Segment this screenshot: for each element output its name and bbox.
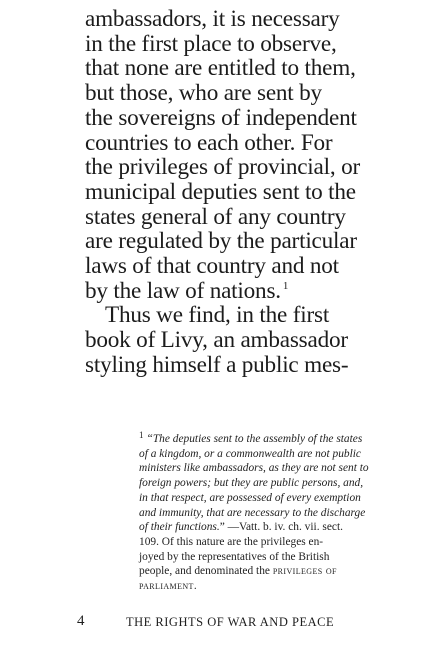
footnote-line: and immunity, that are necessary to the discharge xyxy=(139,506,366,519)
body-line: municipal deputies sent to the xyxy=(85,178,356,205)
page-footer xyxy=(0,611,434,631)
footnote-line xyxy=(139,564,429,579)
footnote-roman-text: people, and denominated the xyxy=(139,565,270,578)
paragraph-line: book of Livy, an ambassador xyxy=(85,327,348,354)
paragraph-line: styling himself a public mes- xyxy=(85,351,349,378)
footnote-number: 1 xyxy=(139,430,144,440)
main-text-block xyxy=(85,7,425,378)
body-line: the sovereigns of independent xyxy=(85,104,357,131)
footnote-smallcaps-text: parliament xyxy=(139,580,194,593)
body-line: laws of that country and not xyxy=(85,253,339,280)
body-line: countries to each other. For xyxy=(85,129,333,156)
footnote-final-period: . xyxy=(193,580,197,593)
footnote-smallcaps-text: privileges of xyxy=(272,565,337,578)
footnote-line: of a kingdom, or a commonwealth are not public xyxy=(139,447,361,460)
body-line: that none are entitled to them, xyxy=(85,55,356,82)
page-number: 4 xyxy=(77,613,85,629)
body-line: but those, who are sent by xyxy=(85,80,322,107)
footnote-reference-mark[interactable]: 1 xyxy=(282,279,289,292)
footnote-italic-text: of their functions. xyxy=(139,521,220,534)
footnote-italic-text: “The deputies sent to the assembly of the states xyxy=(146,433,363,445)
body-line: in the first place to observe, xyxy=(85,30,337,57)
footnote-line xyxy=(139,520,429,535)
footnote-line xyxy=(139,579,429,594)
paragraph-line: Thus we find, in the first xyxy=(105,302,330,329)
body-line: are regulated by the particular xyxy=(85,228,357,255)
footnote-line: 109. Of this nature are the privileges en- xyxy=(139,535,324,548)
body-line: the privileges of provincial, or xyxy=(85,154,360,181)
footnote-block xyxy=(139,428,429,594)
footnote-line: ministers like ambassadors, as they are not sent to xyxy=(139,462,369,475)
footnote-line: joyed by the representatives of the British xyxy=(139,550,330,563)
body-line: ambassadors, it is necessary xyxy=(85,6,340,32)
body-line-with-footnote xyxy=(85,279,425,304)
footnote-line: in that respect, are possessed of every exemption xyxy=(139,491,361,504)
footnote-line xyxy=(139,428,429,447)
footnote-citation-text: ” —Vatt. b. iv. ch. vii. sect. xyxy=(219,521,343,534)
body-line: states general of any country xyxy=(85,203,346,230)
body-line-text: by the law of nations. xyxy=(85,277,281,304)
running-head: THE RIGHTS OF WAR AND PEACE xyxy=(126,615,335,629)
footnote-line: foreign powers; but they are public persons, and, xyxy=(139,477,364,490)
